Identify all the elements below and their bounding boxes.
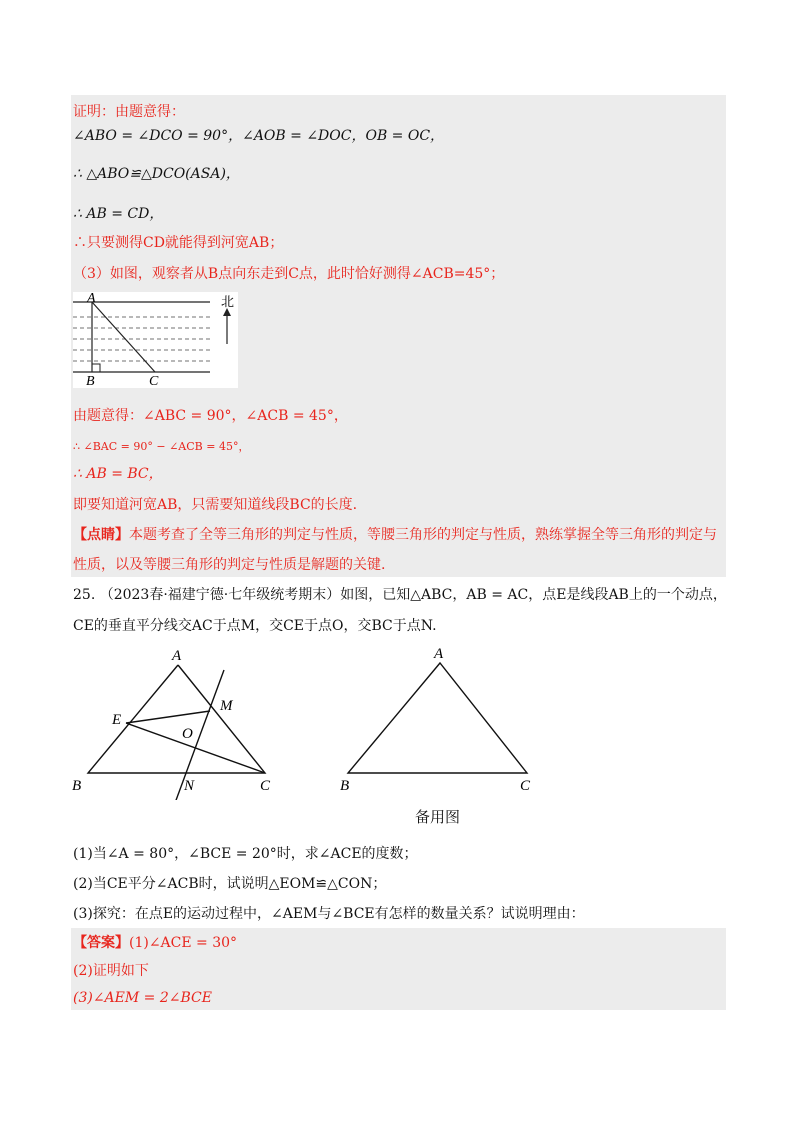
key-point-text: 本题考查了全等三角形的判定与性质，等腰三角形的判定与性质，熟练掌握全等三角形的判定与 (129, 527, 717, 543)
river-label-a: A (87, 292, 96, 306)
fig1-label-b: B (72, 778, 82, 794)
solution-line-7: 由题意得：∠ABC = 90°，∠ACB = 45°， (73, 408, 348, 424)
solution-line-12: 性质，以及等腰三角形的判定与性质是解题的关键. (73, 557, 386, 573)
fig2-label-c: C (520, 778, 531, 794)
answer-tag: 【答案】 (73, 935, 129, 951)
solution-line-8: ∴ ∠BAC = 90° − ∠ACB = 45°， (73, 440, 250, 453)
solution-line-4: ∴ AB = CD， (73, 206, 164, 222)
key-point-tag: 【点睛】 (73, 527, 129, 543)
fig2-label-a: A (434, 646, 444, 662)
backup-figure-caption: 备用图 (415, 808, 461, 826)
question-line-1: 25. （2023春·福建宁德·七年级统考期末）如图，已知△ABC，AB = AC，点E是线段AB上的一个动点， (73, 587, 727, 603)
river-label-c: C (149, 374, 159, 388)
fig1-label-m: M (220, 698, 233, 714)
answer-1: (1)∠ACE = 30° (129, 935, 238, 951)
figure-triangle-backup (330, 640, 550, 800)
fig1-label-c: C (260, 778, 271, 794)
fig1-label-e: E (112, 712, 122, 728)
solution-line-6: （3）如图，观察者从B点向东走到C点，此时恰好测得∠ACB=45°； (73, 266, 505, 282)
fig1-label-o: O (182, 726, 193, 742)
river-figure (73, 292, 238, 388)
north-label: 北 (221, 294, 235, 309)
solution-line-1: 证明：由题意得： (73, 104, 185, 120)
fig1-label-a: A (172, 648, 182, 664)
question-part-1: (1)当∠A = 80°，∠BCE = 20°时，求∠ACE的度数； (73, 846, 418, 862)
question-line-2: CE的垂直平分线交AC于点M，交CE于点O，交BC于点N. (73, 618, 437, 634)
question-part-2: (2)当CE平分∠ACB时，试说明△EOM≌△CON； (73, 876, 387, 892)
solution-line-5: ∴只要测得CD就能得到河宽AB； (73, 235, 284, 251)
solution-line-9: ∴ AB = BC， (73, 466, 163, 482)
solution-line-11 (73, 526, 717, 544)
answer-line-1 (73, 934, 237, 952)
fig2-label-b: B (340, 778, 350, 794)
answer-2: (2)证明如下 (73, 963, 149, 979)
solution-line-10: 即要知道河宽AB，只需要知道线段BC的长度. (73, 497, 358, 513)
figure-triangle-main (68, 640, 288, 800)
solution-line-3: ∴ △ABO≌△DCO(ASA)， (73, 166, 240, 182)
fig1-label-n: N (184, 778, 195, 794)
question-part-3: (3)探究：在点E的运动过程中，∠AEM与∠BCE有怎样的数量关系？试说明理由： (73, 906, 585, 922)
solution-line-2: ∠ABO = ∠DCO = 90°，∠AOB = ∠DOC，OB = OC， (73, 128, 445, 144)
answer-3: (3)∠AEM = 2∠BCE (73, 990, 212, 1006)
river-label-b: B (86, 374, 95, 388)
